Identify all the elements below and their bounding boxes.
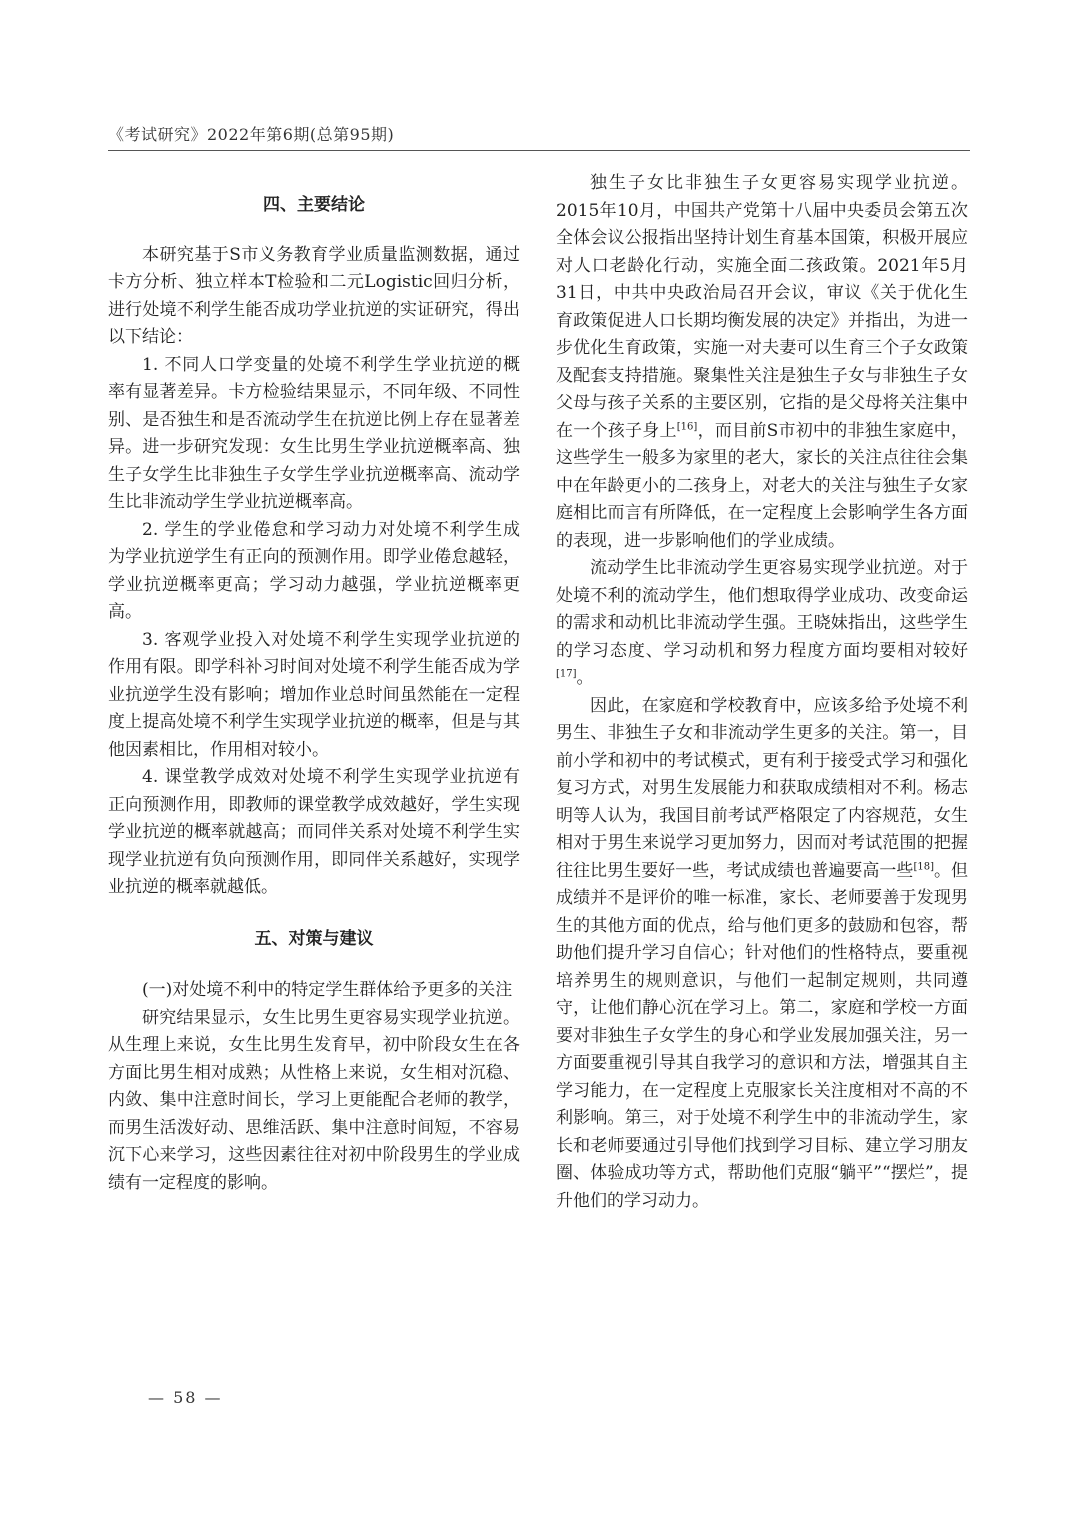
gender-paragraph: 研究结果显示，女生比男生更容易实现学业抗逆。从生理上来说，女生比男生发育早，初中阶段女生在各方面比男生相对成熟；从性格上来说，女生相对沉稳、内敛、集中注意时间长，学习上更能配合老师的教学，而男生活泼好动、思维活跃、集中注意时间短，不容易沉下心来学习，这些因素往往对初中阶段男生的学业成绩有一定程度的影响。 [108, 1007, 520, 1193]
citation-18: [18] [913, 860, 934, 872]
subsection-1-title: (一)对处境不利中的特定学生群体给予更多的关注 [142, 980, 513, 1000]
header-rule [108, 150, 970, 151]
citation-17: [17] [556, 668, 577, 680]
section-4-title: 四、主要结论 [263, 195, 365, 215]
migrant-end: 。 [576, 668, 594, 688]
citation-16: [16] [676, 420, 698, 432]
conclusion-4: 4. 课堂教学成效对处境不利学生实现学业抗逆有正向预测作用，即教师的课堂教学成效越好，学生实现学业抗逆的概率就越高；而同伴关系对处境不利学生实现学业抗逆有负向预测作用，即同伴关系越好，实现学业抗逆的概率就越低。 [108, 767, 520, 897]
running-header: 《考试研究》2022年第6期(总第95期) [108, 125, 395, 144]
right-column [556, 170, 968, 1215]
only-child-text-2: ，而目前S市初中的非独生家庭中，这些学生一般多为家里的老大，家长的关注点往往会集中在年龄更小的二孩身上，对老大的关注与独生子女家庭相比而言有所降低，在一定程度上会影响学生各方面的表现，进一步影响他们的学业成绩。 [556, 420, 969, 551]
therefore-text-2: 。但成绩并不是评价的唯一标准，家长、老师要善于发现男生的其他方面的优点，给与他们更多的鼓励和包容，帮助他们提升学习自信心；针对他们的性格特点，要重视培养男生的规则意识，与他们一起制定规则，共同遵守，让他们静心沉在学习上。第二，家庭和学校一方面要对非独生子女学生的身心和学业发展加强关注，另一方面要重视引导其自我学习的意识和方法，增强其自主学习能力，在一定程度上克服家长关注度相对不高的不利影响。第三，对于处境不利学生中的非流动学生，家长和老师要通过引导他们找到学习目标、建立学习朋友圈、体验成功等方式，帮助他们克服“躺平”“摆烂”，提升他们的学习动力。 [556, 860, 969, 1211]
intro-paragraph: 本研究基于S市义务教育学业质量监测数据，通过卡方分析、独立样本T检验和二元Logistic回归分析，进行处境不利学生能否成功学业抗逆的实证研究，得出以下结论： [108, 244, 520, 347]
therefore-text: 因此，在家庭和学校教育中，应该多给予处境不利男生、非独生子女和非流动学生更多的关注。第一，目前小学和初中的考试模式，更有利于接受式学习和强化复习方式，对男生发展能力和获取成绩相对不利。杨志明等人认为，我国目前考试严格限定了内容规范，女生相对于男生来说学习更加努力，因而对考试范围的把握往往比男生要好一些，考试成绩也普遍要高一些 [556, 695, 968, 881]
page-number: — 58 — [148, 1388, 223, 1407]
left-column [108, 170, 520, 1197]
conclusion-3: 3. 客观学业投入对处境不利学生实现学业抗逆的作用有限。即学科补习时间对处境不利学生能否成为学业抗逆学生没有影响；增加作业总时间虽然能在一定程度上提高处境不利学生实现学业抗逆的概率，但是与其他因素相比，作用相对较小。 [108, 629, 520, 760]
migrant-text: 流动学生比非流动学生更容易实现学业抗逆。对于处境不利的流动学生，他们想取得学业成功、改变命运的需求和动机比非流动学生强。王晓妹指出，这些学生的学习态度、学习动机和努力程度方面均要相对较好 [556, 558, 968, 661]
conclusion-1: 1. 不同人口学变量的处境不利学生学业抗逆的概率有显著差异。卡方检验结果显示，不同年级、不同性别、是否独生和是否流动学生在抗逆比例上存在显著差异。进一步研究发现：女生比男生学业抗逆概率高、独生子女学生比非独生子女学生学业抗逆概率高、流动学生比非流动学生学业抗逆概率高。 [108, 354, 520, 512]
only-child-paragraph [556, 170, 968, 555]
only-child-text: 独生子女比非独生子女更容易实现学业抗逆。2015年10月，中国共产党第十八届中央委员会第五次全体会议公报指出坚持计划生育基本国策，积极开展应对人口老龄化行动，实施全面二孩政策。2021年5月31日，中共中央政治局召开会议，审议《关于优化生育政策促进人口长期均衡发展的决定》并指出，为进一步优化生育政策，实施一对夫妻可以生育三个子女政策及配套支持措施。聚集性关注是独生子女与非独生子女父母与孩子关系的主要区别，它指的是父母将关注集中在一个孩子身上 [556, 173, 968, 441]
conclusion-2: 2. 学生的学业倦怠和学习动力对处境不利学生成为学业抗逆学生有正向的预测作用。即学业倦怠越轻，学业抗逆概率更高；学习动力越强，学业抗逆概率更高。 [108, 519, 520, 622]
migrant-paragraph [556, 555, 968, 693]
section-5-title: 五、对策与建议 [254, 928, 374, 949]
therefore-paragraph [556, 693, 968, 1216]
